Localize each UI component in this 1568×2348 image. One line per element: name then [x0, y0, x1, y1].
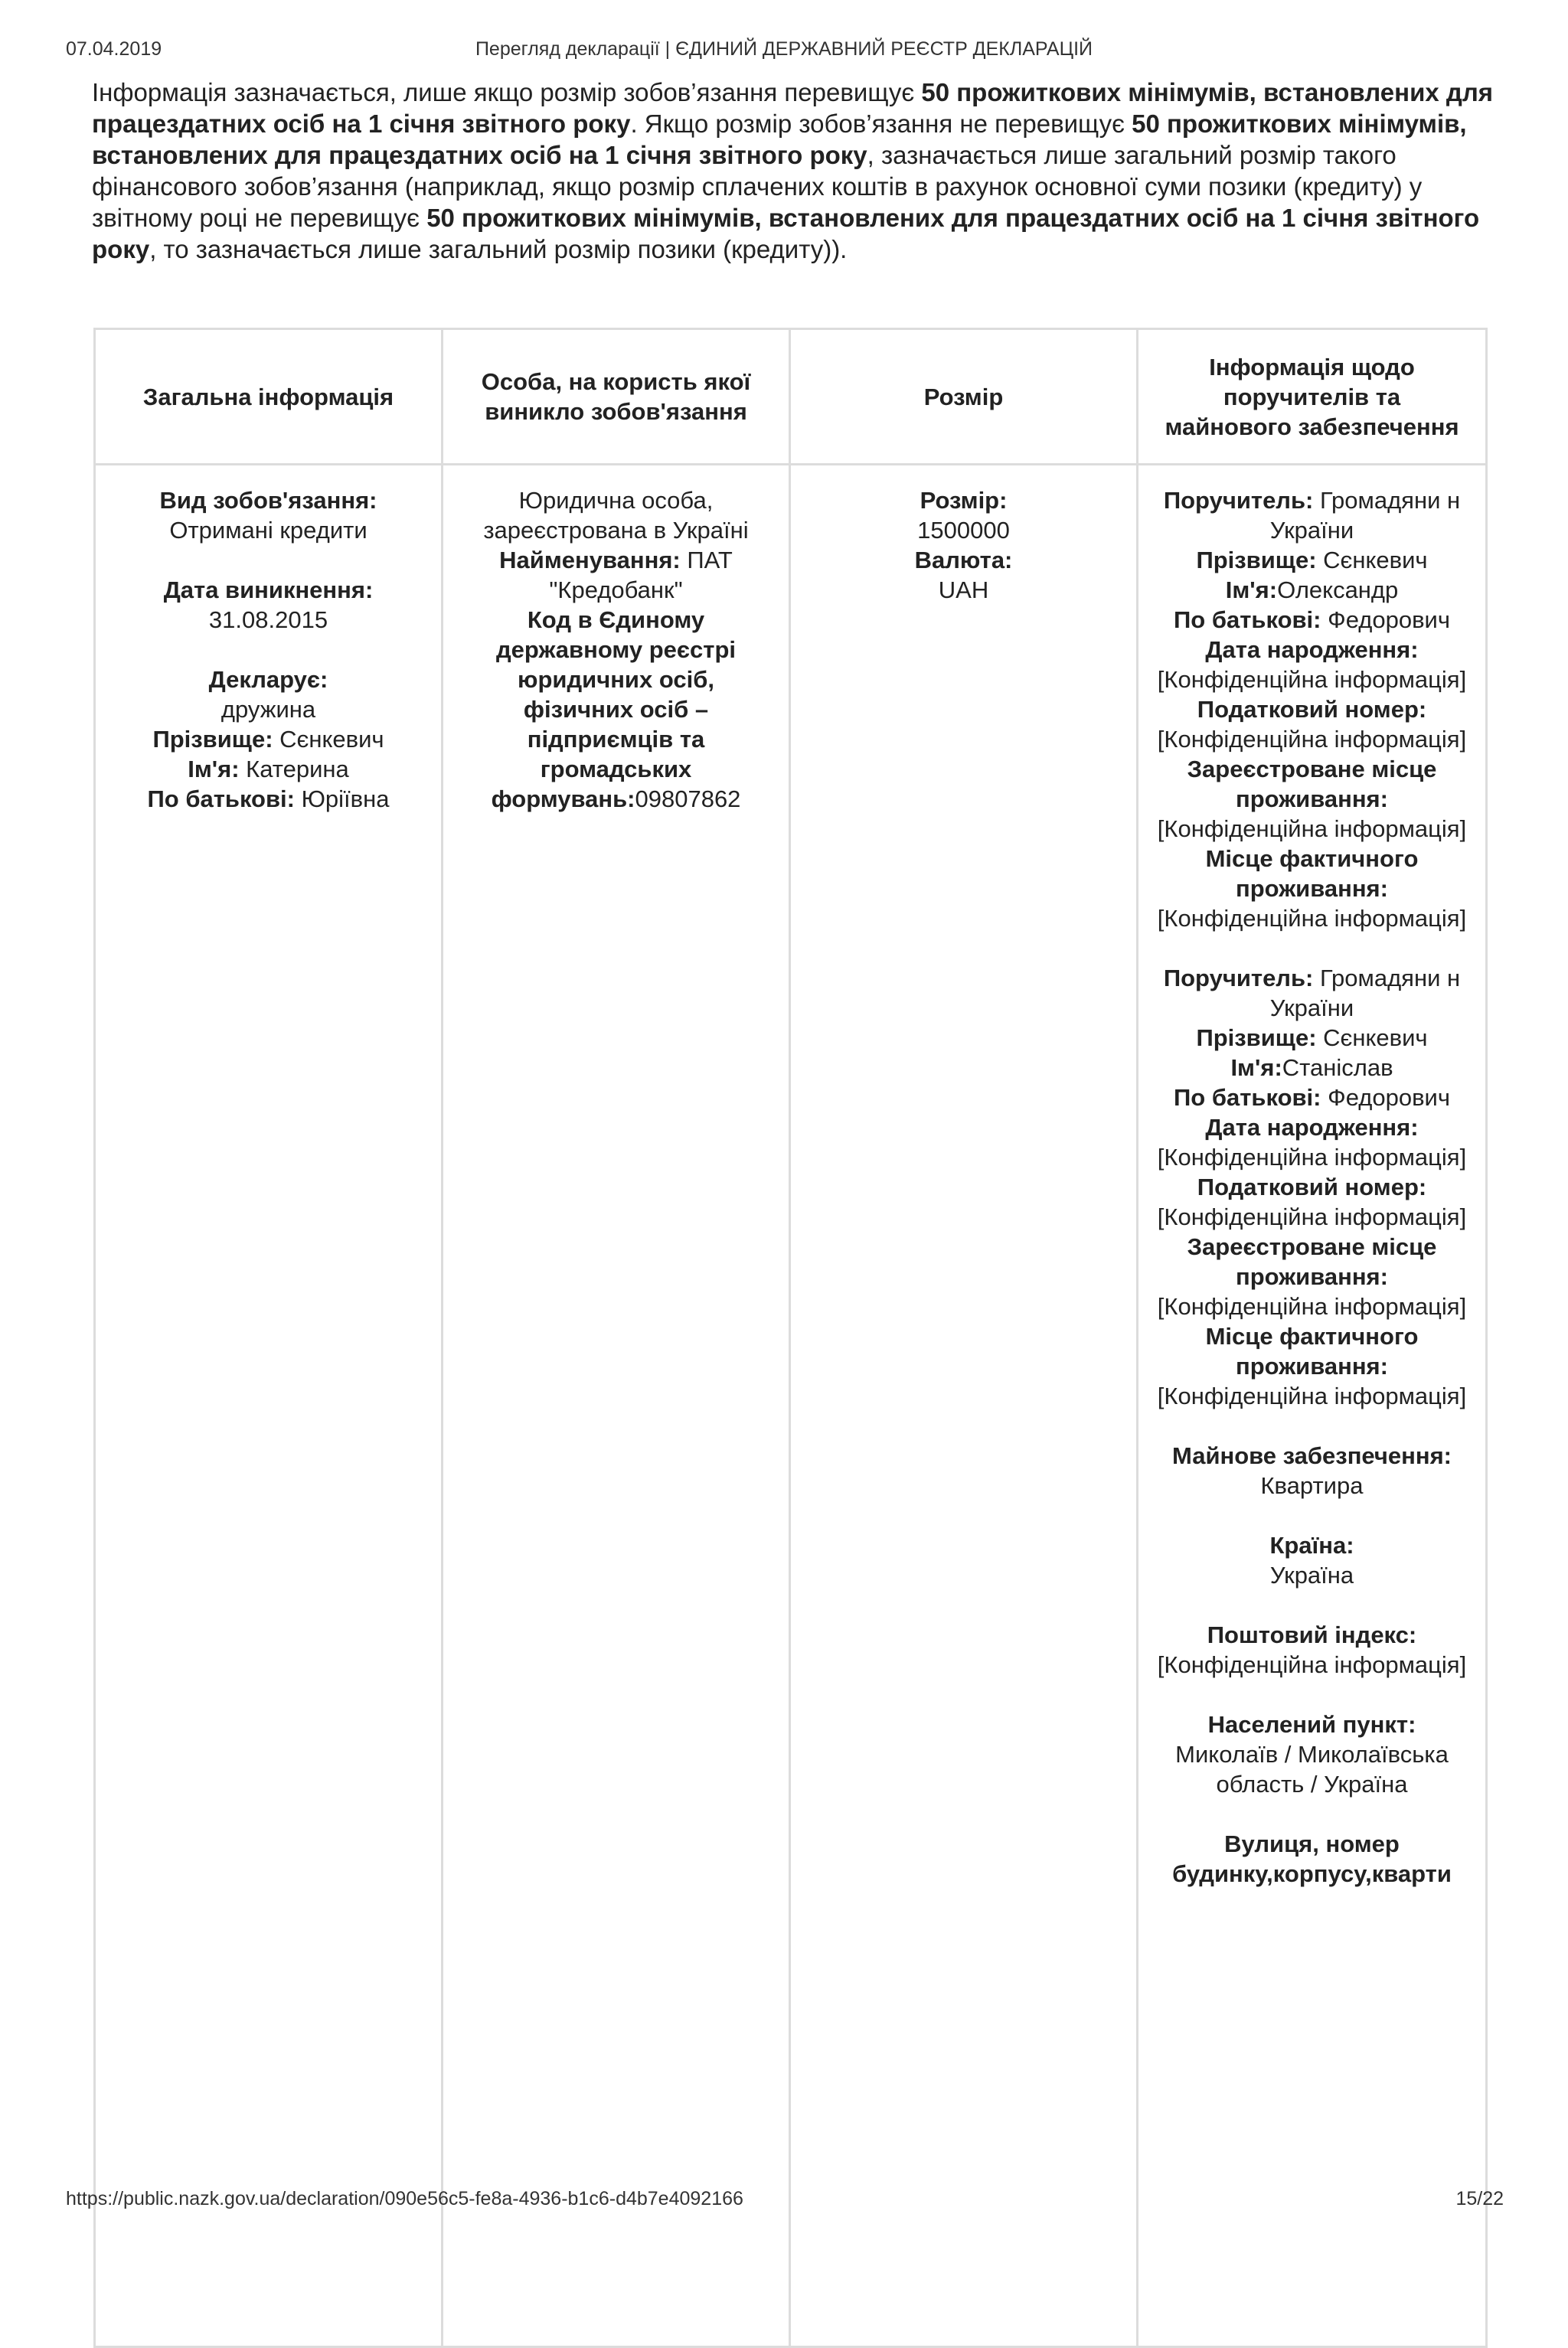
- patronymic-value: Юріївна: [301, 785, 390, 812]
- intro-bold-2: 50 прожиткових мінімумів, встановлених для працездатних осіб на 1 січня звітного року: [92, 109, 1467, 169]
- guarantor-birth-value: [Конфіденційна інформація]: [1157, 1144, 1467, 1171]
- header-general-info: Загальна інформація: [95, 329, 443, 465]
- print-page-title: Перегляд декларації | ЄДИНИЙ ДЕРЖАВНИЙ РЕЄСТР ДЕКЛАРАЦІЙ: [475, 38, 1093, 60]
- table-header-row: [95, 329, 1487, 465]
- print-footer: [0, 2188, 1568, 2214]
- guarantor-name-label: Ім'я:: [1230, 1054, 1282, 1081]
- guarantor-patronymic-label: По батькові:: [1174, 1084, 1321, 1111]
- page-number: 15/22: [1455, 2188, 1504, 2209]
- guarantor-surname-value: Сєнкевич: [1323, 1024, 1428, 1051]
- guarantor-birth-label: Дата народження:: [1205, 1114, 1419, 1141]
- amount-size-label: Розмір:: [920, 487, 1008, 514]
- obligation-type-value: Отримані кредити: [169, 517, 368, 544]
- amount-currency-label: Валюта:: [914, 547, 1013, 573]
- print-header: [0, 38, 1568, 64]
- guarantor-tax-label: Податковий номер:: [1197, 1174, 1427, 1200]
- intro-bold-3: 50 прожиткових мінімумів, встановлених для працездатних осіб на 1 січня звітного року: [92, 204, 1480, 263]
- collateral-street-label: Вулиця, номер будинку,корпусу,кварти: [1172, 1830, 1452, 1887]
- origin-date-value: 31.08.2015: [208, 606, 328, 633]
- guarantor-actual-value: [Конфіденційна інформація]: [1157, 1383, 1467, 1409]
- header-guarantors: Інформація щодо поручителів та майнового забезпечення: [1138, 329, 1487, 465]
- intro-text-4: , то зазначається лише загальний розмір позики (кредиту)).: [149, 235, 848, 263]
- surname-label: Прізвище:: [152, 726, 273, 753]
- obligations-table: [93, 328, 1488, 2348]
- guarantor-patronymic-label: По батькові:: [1174, 606, 1321, 633]
- guarantor-surname-label: Прізвище:: [1196, 547, 1317, 573]
- header-creditor: Особа, на користь якої виникло зобов'язання: [443, 329, 790, 465]
- guarantor-surname-label: Прізвище:: [1196, 1024, 1317, 1051]
- cell-guarantors: [1138, 465, 1487, 2347]
- guarantor-tax-label: Податковий номер:: [1197, 696, 1427, 723]
- table-row: [95, 465, 1487, 2347]
- guarantor-reg-label: Зареєстроване місце проживання:: [1187, 756, 1437, 812]
- guarantor-tax-value: [Конфіденційна інформація]: [1157, 726, 1467, 753]
- guarantor-value: Громадяни н України: [1269, 965, 1461, 1021]
- print-url: https://public.nazk.gov.ua/declaration/090e56c5-fe8a-4936-b1c6-d4b7e4092166: [66, 2188, 743, 2209]
- creditor-code-label: Код в Єдиному державному реєстрі юридичних осіб, фізичних осіб – підприємців та громадських формувань:: [491, 606, 736, 812]
- creditor-code-value: 09807862: [635, 785, 741, 812]
- collateral-country-label: Країна:: [1269, 1532, 1354, 1559]
- creditor-kind: Юридична особа, зареєстрована в Україні: [483, 487, 749, 544]
- collateral-postal-value: [Конфіденційна інформація]: [1157, 1651, 1467, 1678]
- guarantor-name-label: Ім'я:: [1225, 576, 1278, 603]
- guarantor-actual-label: Місце фактичного проживання:: [1205, 845, 1419, 902]
- patronymic-label: По батькові:: [147, 785, 295, 812]
- declarant-value: дружина: [220, 696, 316, 723]
- guarantor-name-value: Станіслав: [1282, 1054, 1393, 1081]
- guarantor-birth-label: Дата народження:: [1205, 636, 1419, 663]
- guarantor-birth-value: [Конфіденційна інформація]: [1157, 666, 1467, 693]
- guarantor-reg-value: [Конфіденційна інформація]: [1157, 1293, 1467, 1320]
- intro-bold-1: 50 прожиткових мінімумів, встановлених для працездатних осіб на 1 січня звітного року: [92, 78, 1494, 138]
- collateral-country-value: Україна: [1269, 1562, 1354, 1589]
- intro-paragraph: [92, 77, 1501, 265]
- amount-size-value: 1500000: [917, 517, 1010, 544]
- collateral-locality-value: Миколаїв / Миколаївська область / Україна: [1175, 1741, 1449, 1798]
- guarantor-label: Поручитель:: [1163, 965, 1314, 991]
- collateral-type-value: Квартира: [1260, 1472, 1364, 1499]
- surname-value: Сєнкевич: [279, 726, 384, 753]
- collateral-locality-label: Населений пункт:: [1207, 1711, 1416, 1738]
- collateral-postal-label: Поштовий індекс:: [1207, 1621, 1417, 1648]
- intro-text-3: , зазначається лише загальний розмір такого фінансового зобов’язання (наприклад, якщо розмір сплачених коштів в рахунок основної суми позики (кредиту) у звітному році не перевищує: [92, 141, 1423, 232]
- declarant-label: Декларує:: [208, 666, 328, 693]
- intro-text-1: Інформація зазначається, лише якщо розмір зобов’язання перевищує: [92, 78, 922, 106]
- cell-amount: [790, 465, 1138, 2347]
- amount-currency-value: UAH: [938, 576, 989, 603]
- obligation-type-label: Вид зобов'язання:: [159, 487, 377, 514]
- guarantor-tax-value: [Конфіденційна інформація]: [1157, 1203, 1467, 1230]
- cell-creditor: [443, 465, 790, 2347]
- guarantor-actual-value: [Конфіденційна інформація]: [1157, 905, 1467, 932]
- guarantor-actual-label: Місце фактичного проживання:: [1205, 1323, 1419, 1380]
- name-value: Катерина: [246, 756, 349, 782]
- guarantor-surname-value: Сєнкевич: [1323, 547, 1428, 573]
- guarantor-value: Громадяни н України: [1269, 487, 1461, 544]
- guarantor-reg-label: Зареєстроване місце проживання:: [1187, 1233, 1437, 1290]
- intro-text-2: . Якщо розмір зобов’язання не перевищує: [630, 109, 1132, 138]
- guarantor-reg-value: [Конфіденційна інформація]: [1157, 815, 1467, 842]
- guarantor-name-value: Олександр: [1277, 576, 1399, 603]
- guarantor-patronymic-value: Федорович: [1328, 606, 1450, 633]
- creditor-org-label: Найменування:: [499, 547, 681, 573]
- name-label: Ім'я:: [188, 756, 240, 782]
- collateral-type-label: Майнове забезпечення:: [1172, 1442, 1452, 1469]
- origin-date-label: Дата виникнення:: [163, 576, 374, 603]
- print-date: 07.04.2019: [66, 38, 162, 60]
- header-amount: Розмір: [790, 329, 1138, 465]
- creditor-org-value: ПАТ "Кредобанк": [549, 547, 733, 603]
- guarantor-label: Поручитель:: [1163, 487, 1314, 514]
- guarantor-patronymic-value: Федорович: [1328, 1084, 1450, 1111]
- cell-general-info: [95, 465, 443, 2347]
